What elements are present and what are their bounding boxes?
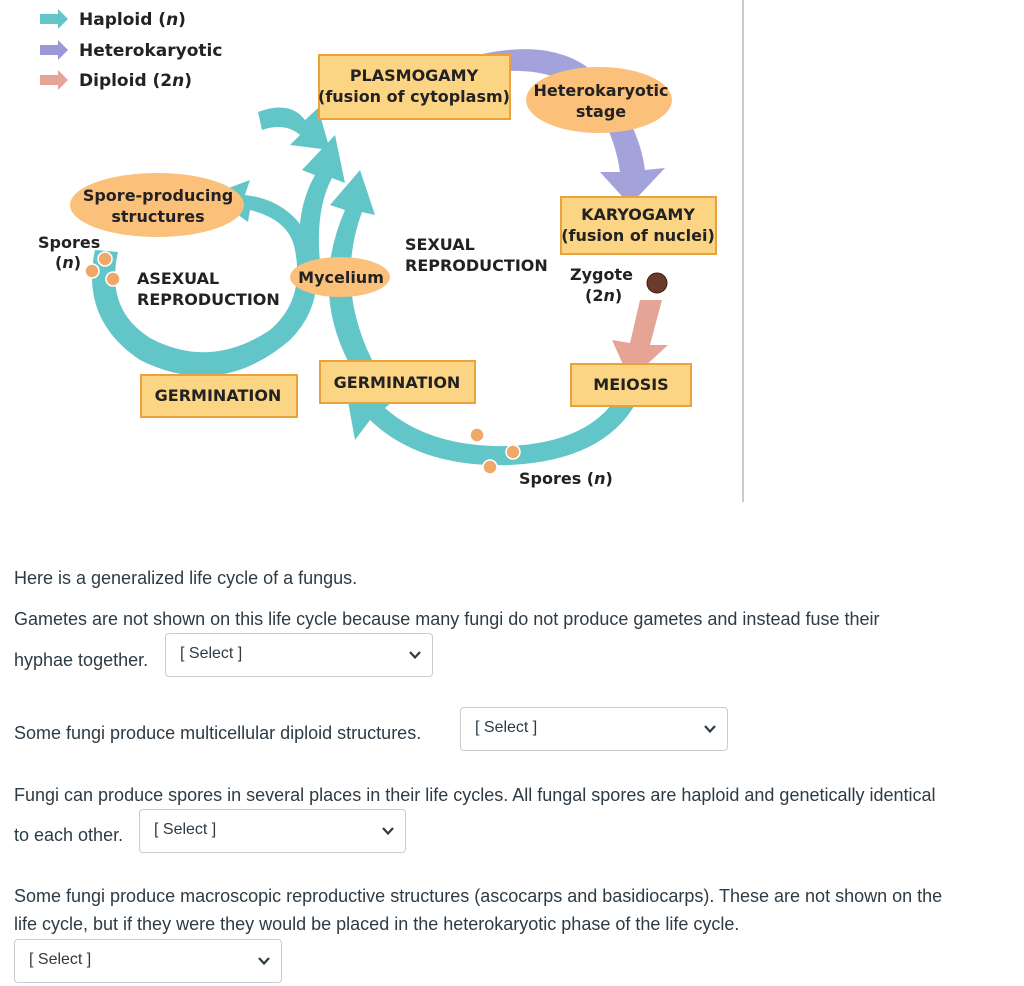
question-4-line-2: life cycle, but if they were they would be placed in the heterokaryotic phase of the life cycle. — [14, 914, 740, 934]
svg-text:ASEXUAL: ASEXUAL — [137, 269, 220, 288]
svg-text:Heterokaryotic: Heterokaryotic — [79, 41, 223, 61]
zygote-label — [570, 265, 633, 305]
spores-bottom-label — [519, 469, 613, 488]
germination-left-box — [141, 375, 297, 417]
spore-icon — [106, 272, 120, 286]
karyogamy-box — [561, 197, 716, 254]
spore-icon — [483, 460, 497, 474]
svg-text:Mycelium: Mycelium — [298, 268, 384, 287]
chevron-down-icon — [257, 955, 271, 967]
svg-text:GERMINATION: GERMINATION — [333, 373, 461, 392]
svg-text:MEIOSIS: MEIOSIS — [593, 375, 669, 394]
sexual-reproduction-label — [405, 235, 548, 275]
question-4-select[interactable] — [14, 939, 282, 983]
question-1-line-1: Gametes are not shown on this life cycle because many fungi do not produce gametes and instead fuse their — [14, 609, 880, 629]
question-2-text: Some fungi produce multicellular diploid structures. — [14, 723, 422, 743]
svg-text:Spores: Spores — [38, 233, 101, 252]
legend-diploid — [40, 70, 192, 91]
svg-text:REPRODUCTION: REPRODUCTION — [137, 290, 280, 309]
spore-icon — [506, 445, 520, 459]
chevron-down-icon — [381, 825, 395, 837]
svg-text:PLASMOGAMY: PLASMOGAMY — [349, 66, 479, 85]
svg-text:Spore-producing: Spore-producing — [82, 186, 234, 205]
question-1-select[interactable] — [165, 633, 433, 677]
heterokaryotic-stage-ellipse — [526, 67, 672, 133]
question-3-line-2: to each other. — [14, 825, 124, 845]
select-placeholder: [ Select ] — [180, 645, 243, 662]
spore-icon — [470, 428, 484, 442]
germination-center-box — [320, 361, 475, 403]
asexual-reproduction-label — [137, 269, 280, 309]
intro-text: Here is a generalized life cycle of a fungus. — [14, 568, 358, 588]
svg-text:(fusion of cytoplasm): (fusion of cytoplasm) — [318, 87, 510, 106]
haploid-arrow-icon — [40, 9, 68, 29]
legend-haploid — [40, 9, 186, 30]
figure-divider — [742, 0, 744, 502]
meiosis-box — [571, 364, 691, 406]
svg-text:stage: stage — [575, 102, 627, 121]
svg-text:(n): (n) — [55, 253, 82, 272]
heterokaryotic-arrow-icon — [40, 40, 68, 60]
svg-text:(2n): (2n) — [585, 286, 623, 305]
question-4-line-1: Some fungi produce macroscopic reproductive structures (ascocarps and basidiocarps). These are not shown on the — [14, 886, 943, 906]
svg-text:Spores (n): Spores (n) — [519, 469, 613, 488]
spore-icon — [98, 252, 112, 266]
question-3-select[interactable] — [139, 809, 406, 853]
spore-icon — [85, 264, 99, 278]
spore-structures-ellipse — [70, 173, 244, 237]
diploid-arrow-icon — [40, 70, 68, 90]
chevron-down-icon — [408, 649, 422, 661]
fungus-life-cycle-diagram — [0, 0, 745, 502]
select-placeholder: [ Select ] — [475, 719, 538, 736]
svg-text:REPRODUCTION: REPRODUCTION — [405, 256, 548, 275]
question-3-line-1: Fungi can produce spores in several places in their life cycles. All fungal spores are haploid and genetically identical — [14, 785, 936, 805]
plasmogamy-box — [318, 55, 510, 119]
svg-text:KARYOGAMY: KARYOGAMY — [581, 205, 695, 224]
legend-heterokaryotic — [40, 40, 222, 61]
select-placeholder: [ Select ] — [29, 951, 92, 968]
select-placeholder: [ Select ] — [154, 821, 217, 838]
svg-text:structures: structures — [111, 207, 205, 226]
chevron-down-icon — [703, 723, 717, 735]
svg-text:GERMINATION: GERMINATION — [154, 386, 282, 405]
question-1-line-2: hyphae together. — [14, 650, 149, 670]
svg-text:Heterokaryotic: Heterokaryotic — [533, 81, 669, 100]
svg-text:SEXUAL: SEXUAL — [405, 235, 475, 254]
svg-text:Zygote: Zygote — [570, 265, 633, 284]
svg-text:Diploid (2n): Diploid (2n) — [79, 71, 193, 91]
question-2-select[interactable] — [460, 707, 728, 751]
zygote-icon — [647, 273, 667, 293]
legend — [40, 9, 222, 91]
svg-text:(fusion of nuclei): (fusion of nuclei) — [561, 226, 715, 245]
mycelium-ellipse — [290, 257, 390, 297]
svg-text:Haploid (n): Haploid (n) — [79, 10, 186, 30]
